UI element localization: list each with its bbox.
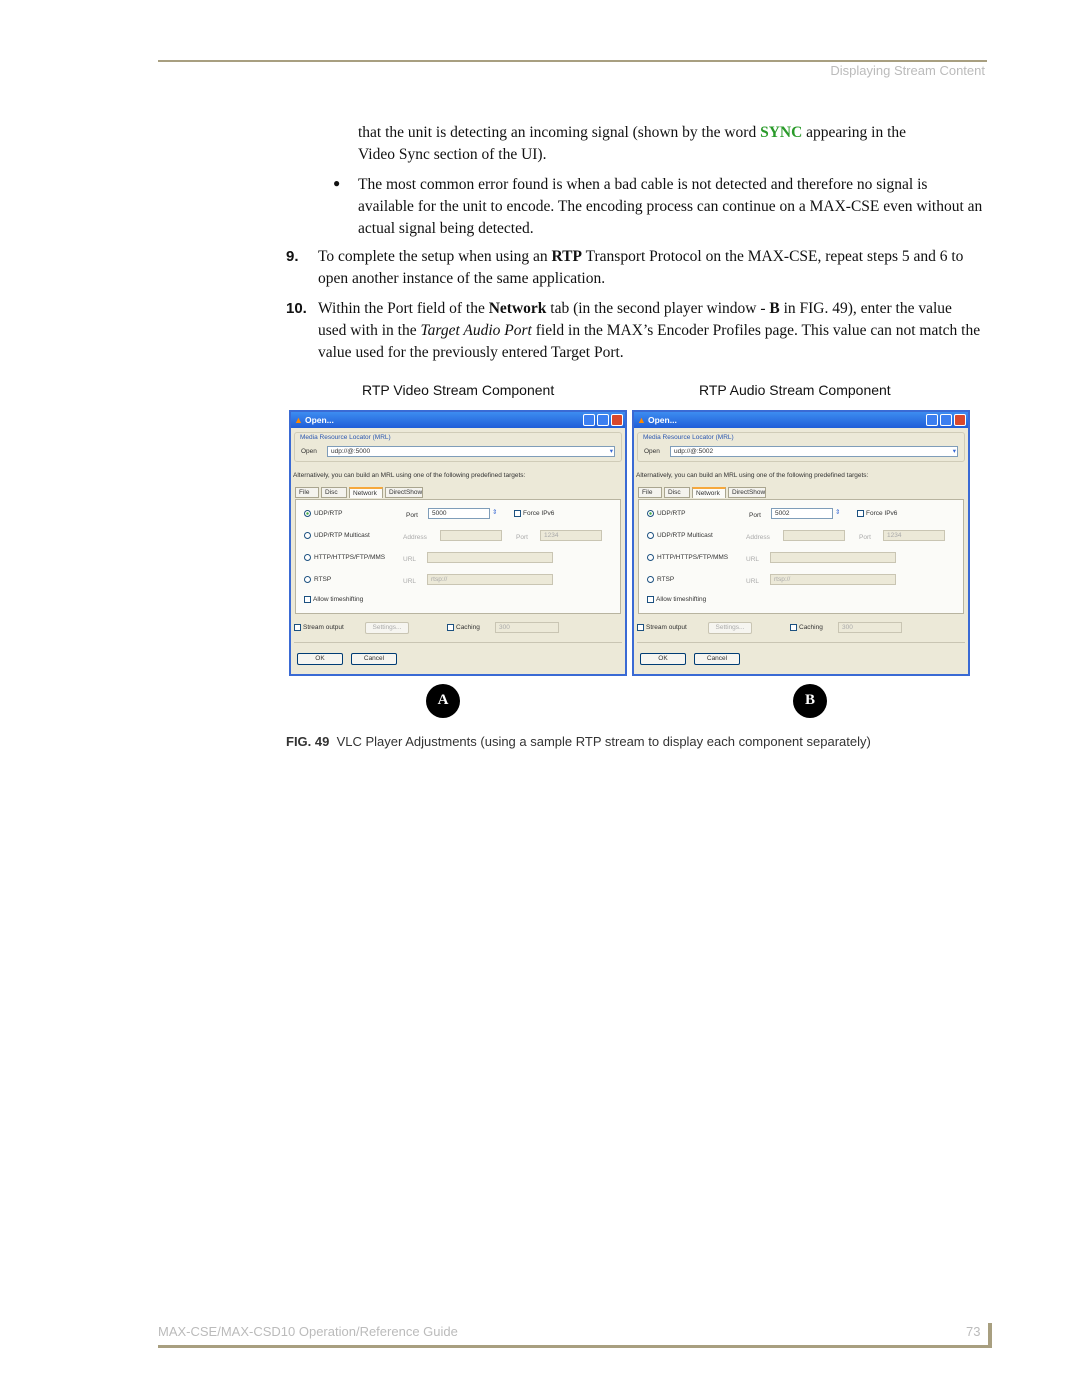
multicast-radio[interactable] [304,532,370,539]
port-label: Port [406,512,418,519]
rtsp-url-label: URL [746,578,760,585]
radio-selected-icon [304,510,311,517]
tab-disc[interactable]: Disc [664,487,690,498]
settings-button[interactable] [708,622,752,634]
text: that the unit is detecting an incoming signal (shown by the word [358,124,761,141]
http-radio[interactable] [647,554,728,561]
port-input[interactable] [428,508,490,519]
udp-radio[interactable] [304,510,342,517]
address-input[interactable] [783,530,845,541]
text: Within the Port field of the [318,300,489,317]
radio-icon [647,532,654,539]
vlc-open-dialog [289,410,627,676]
checkbox-icon [857,510,864,517]
title-bar [634,412,968,428]
port-label: Port [749,512,761,519]
http-label: HTTP/HTTPS/FTP/MMS [657,554,729,562]
settings-button[interactable] [365,622,409,634]
caching-checkbox[interactable] [447,624,480,631]
text: tab (in the second player window - [546,300,770,317]
close-button[interactable] [611,414,623,426]
multicast-port-input[interactable] [540,530,602,541]
tab-directshow[interactable]: DirectShow [385,487,423,498]
ipv6-label: Force IPv6 [523,510,555,518]
radio-icon [647,554,654,561]
address-input[interactable] [440,530,502,541]
text: appearing in the [802,124,907,141]
timeshift-checkbox[interactable] [304,596,363,603]
divider [637,642,965,643]
caching-value: 300 [842,624,853,631]
vlc-open-dialog [632,410,970,676]
figure-number: FIG. 49 [286,734,330,749]
text: Transport Protocol on the MAX-CSE, repeat steps 5 and 6 to open another instance of the same application. [318,248,964,287]
checkbox-icon [447,624,454,631]
http-url-input[interactable] [427,552,553,563]
text: RTP [551,248,582,265]
step-number: 10. [286,300,307,317]
network-panel [638,499,964,614]
settings-label: Settings... [372,624,402,631]
rtsp-url-input[interactable] [770,574,896,585]
checkbox-icon [637,624,644,631]
stream-output-checkbox[interactable] [637,624,687,631]
footer-bar [988,1323,992,1348]
multicast-port-label: Port [516,534,528,541]
caching-input[interactable] [495,622,559,633]
text: in FIG. 49), enter the value used with in the [318,300,952,339]
paragraph-continuation [358,122,988,166]
footer-rule [158,1345,991,1348]
dialog-title: Open... [305,415,334,425]
radio-icon [304,532,311,539]
maximize-button[interactable] [940,414,952,426]
figure-label-b: RTP Audio Stream Component [699,382,891,398]
open-value: udp://@:5000 [331,448,371,455]
maximize-button[interactable] [597,414,609,426]
rtsp-url-value: rtsp:// [774,576,791,583]
mrl-group-label: Media Resource Locator (MRL) [300,434,391,441]
radio-icon [304,554,311,561]
checkbox-icon [514,510,521,517]
vlc-cone-icon: ▲ [294,415,303,425]
badge-a: A [426,684,460,718]
text: Network [488,300,547,317]
open-mrl-combobox[interactable] [327,446,615,457]
caption-text: VLC Player Adjustments (using a sample RTP stream to display each component separately) [336,734,871,749]
dialog-title: Open... [648,415,677,425]
cancel-button[interactable] [351,653,397,665]
step-9 [318,246,986,290]
tab-file[interactable]: File [295,487,319,498]
rtsp-url-label: URL [403,578,417,585]
multicast-port-label: Port [859,534,871,541]
http-radio[interactable] [304,554,385,561]
cancel-label: Cancel [363,655,385,662]
address-label: Address [403,534,427,541]
timeshift-label: Allow timeshifting [313,596,364,604]
tab-bar [638,487,766,498]
rtsp-url-value: rtsp:// [431,576,448,583]
text: field in the MAX’s Encoder Profiles page. This value can not match the value used for the previously entered Target Port. [318,322,981,361]
footer-title: MAX-CSE/MAX-CSD10 Operation/Reference Guide [158,1324,458,1339]
chevron-down-icon: ▾ [609,448,613,455]
mrl-group [294,432,622,462]
text: Target Audio Port [420,322,532,339]
rtsp-radio[interactable] [647,576,674,583]
mrl-group-label: Media Resource Locator (MRL) [643,434,734,441]
settings-label: Settings... [715,624,745,631]
tab-network[interactable]: Network [692,487,726,498]
url-label: URL [403,556,417,563]
radio-selected-icon [647,510,654,517]
caching-label: Caching [799,624,823,632]
sync-word: SYNC [760,124,803,141]
chevron-down-icon: ▾ [952,448,956,455]
timeshift-label: Allow timeshifting [656,596,707,604]
multicast-port-value: 1234 [544,532,559,539]
minimize-button[interactable] [583,414,595,426]
tab-directshow[interactable]: DirectShow [728,487,766,498]
multicast-label: UDP/RTP Multicast [657,532,713,540]
ok-label: OK [658,655,668,662]
mrl-group [637,432,965,462]
network-panel [295,499,621,614]
ok-label: OK [315,655,325,662]
stream-output-label: Stream output [646,624,687,632]
rtsp-label: RTSP [314,576,332,584]
badge-b: B [793,684,827,718]
rtsp-radio[interactable] [304,576,331,583]
timeshift-checkbox[interactable] [647,596,706,603]
checkbox-icon [647,596,654,603]
http-url-input[interactable] [770,552,896,563]
figure-caption [286,734,871,749]
stream-output-label: Stream output [303,624,344,632]
header-rule [158,60,987,62]
udp-radio[interactable] [647,510,685,517]
caching-value: 300 [499,624,510,631]
stream-output-checkbox[interactable] [294,624,344,631]
rtsp-url-input[interactable] [427,574,553,585]
open-value: udp://@:5002 [674,448,714,455]
rtsp-label: RTSP [657,576,675,584]
bullet-paragraph: The most common error found is when a bad cable is not detected and therefore no signal is available for the unit to encode. The encoding process can continue on a MAX-CSE even without an actual signal being detected. [358,176,983,237]
force-ipv6-checkbox[interactable] [514,510,554,517]
address-label: Address [746,534,770,541]
caching-label: Caching [456,624,480,632]
bullet-icon: ● [333,176,341,190]
tab-file[interactable]: File [638,487,662,498]
radio-icon [647,576,654,583]
tab-disc[interactable]: Disc [321,487,347,498]
ok-button[interactable] [297,653,343,665]
port-value: 5000 [432,510,447,517]
checkbox-icon [790,624,797,631]
port-spinner[interactable]: ⇕ [835,509,841,516]
force-ipv6-checkbox[interactable] [857,510,897,517]
step-10 [318,298,983,364]
text: Video Sync section of the UI). [358,146,547,163]
port-value: 5002 [775,510,790,517]
url-label: URL [746,556,760,563]
udp-label: UDP/RTP [657,510,686,518]
tab-bar [295,487,423,498]
multicast-port-input[interactable] [883,530,945,541]
step-number: 9. [286,248,299,265]
ipv6-label: Force IPv6 [866,510,898,518]
open-label: Open [301,448,317,455]
caching-input[interactable] [838,622,902,633]
multicast-radio[interactable] [647,532,713,539]
udp-label: UDP/RTP [314,510,343,518]
title-bar [291,412,625,428]
multicast-label: UDP/RTP Multicast [314,532,370,540]
page-number: 73 [966,1324,981,1339]
vlc-cone-icon: ▲ [637,415,646,425]
checkbox-icon [294,624,301,631]
checkbox-icon [304,596,311,603]
close-button[interactable] [954,414,966,426]
radio-icon [304,576,311,583]
section-header: Displaying Stream Content [830,63,985,78]
open-mrl-combobox[interactable] [670,446,958,457]
text: B [769,300,780,317]
cancel-button[interactable] [694,653,740,665]
http-label: HTTP/HTTPS/FTP/MMS [314,554,386,562]
port-input[interactable] [771,508,833,519]
text: To complete the setup when using an [318,248,552,265]
figure-label-a: RTP Video Stream Component [362,382,555,398]
alternative-text: Alternatively, you can build an MRL using one of the following predefined targets: [293,472,526,479]
minimize-button[interactable] [926,414,938,426]
open-label: Open [644,448,660,455]
cancel-label: Cancel [706,655,728,662]
port-spinner[interactable]: ⇕ [492,509,498,516]
multicast-port-value: 1234 [887,532,902,539]
tab-network[interactable]: Network [349,487,383,498]
divider [294,642,622,643]
ok-button[interactable] [640,653,686,665]
caching-checkbox[interactable] [790,624,823,631]
alternative-text: Alternatively, you can build an MRL using one of the following predefined targets: [636,472,869,479]
